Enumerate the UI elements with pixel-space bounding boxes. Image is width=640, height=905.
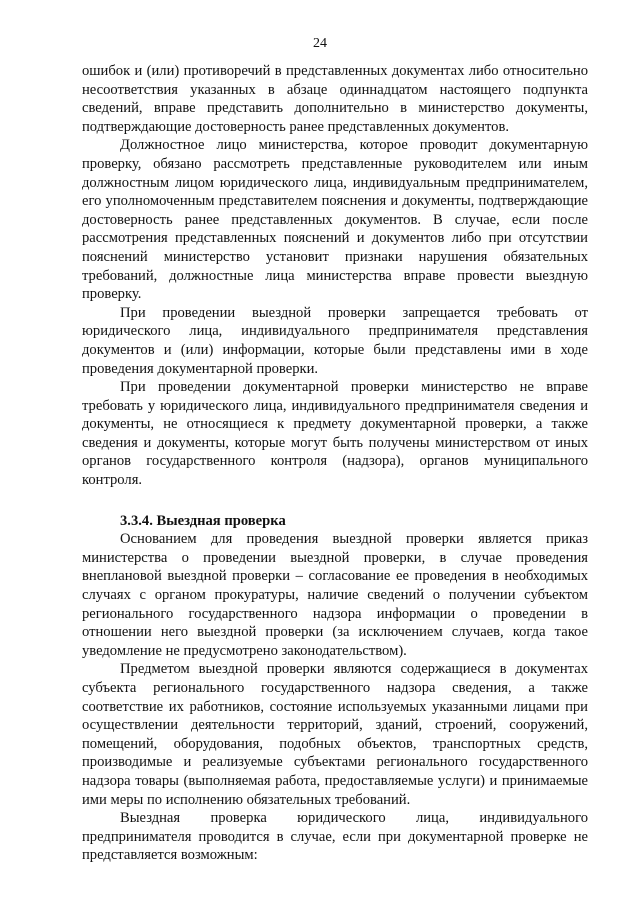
paragraph: Должностное лицо министерства, которое проводит документарную проверку, обязано рассмотреть представленные руководителем или иным должностным лицом юридического лица, индивидуальным предпринимателем, его уполномоченным представителем пояснения и документы, подтверждающие достоверность ранее представленных документов. В случае, если после рассмотрения представленных пояснений и документов либо при отсутствии пояснений министерство установит признаки нарушения обязательных требований, должностные лица министерства вправе провести выездную проверку. xyxy=(82,137,588,303)
paragraph: При проведении документарной проверки министерство не вправе требовать у юридического лица, индивидуального предпринимателя сведения и документы, не относящиеся к предмету документарной проверки, а также сведения и документы, которые могут быть получены министерством от иных органов государственного контроля (надзора), органов муниципального контроля. xyxy=(82,379,588,489)
page-number: 24 xyxy=(313,36,327,51)
paragraph: При проведении выездной проверки запрещается требовать от юридического лица, индивидуального предпринимателя представления документов и (или) информации, которые были представлены ими в ходе проведения документарной проверки. xyxy=(82,304,588,377)
paragraph: ошибок и (или) противоречий в представленных документах либо относительно несоответствия указанных в абзаце одиннадцатом настоящего подпункта сведений, вправе представить дополнительно в министерство документы, подтверждающие достоверность ранее представленных документов. xyxy=(82,63,588,135)
paragraph: Предметом выездной проверки являются содержащиеся в документах субъекта регионального государственного надзора сведения, а также соответствие их работников, состояние используемых указанными лицами при осуществлении деятельности территорий, зданий, строений, сооружений, помещений, оборудования, подобных объектов, транспортных средств, производимые и реализуемые субъектами регионального государственного надзора товары (выполняемая работа, предоставляемые услуги) и принимаемые ими меры по исполнению обязательных требований. xyxy=(82,661,588,808)
document-body xyxy=(82,62,588,865)
paragraph: Основанием для проведения выездной проверки является приказ министерства о проведении выездной проверки, в случае проведения внеплановой выездной проверки – согласование ее проведения в необходимых случаях с органом прокуратуры, наличие сведений о получении субъектом регионального государственного надзора информации о проведении в отношении него выездной проверки (за исключением случаев, когда такое уведомление не предусмотрено законодательством). xyxy=(82,531,588,659)
section-heading: 3.3.4. Выездная проверка xyxy=(120,512,286,529)
paragraph: Выездная проверка юридического лица, индивидуального предпринимателя проводится в случае, если при документарной проверке не представляется возможным: xyxy=(82,810,588,864)
